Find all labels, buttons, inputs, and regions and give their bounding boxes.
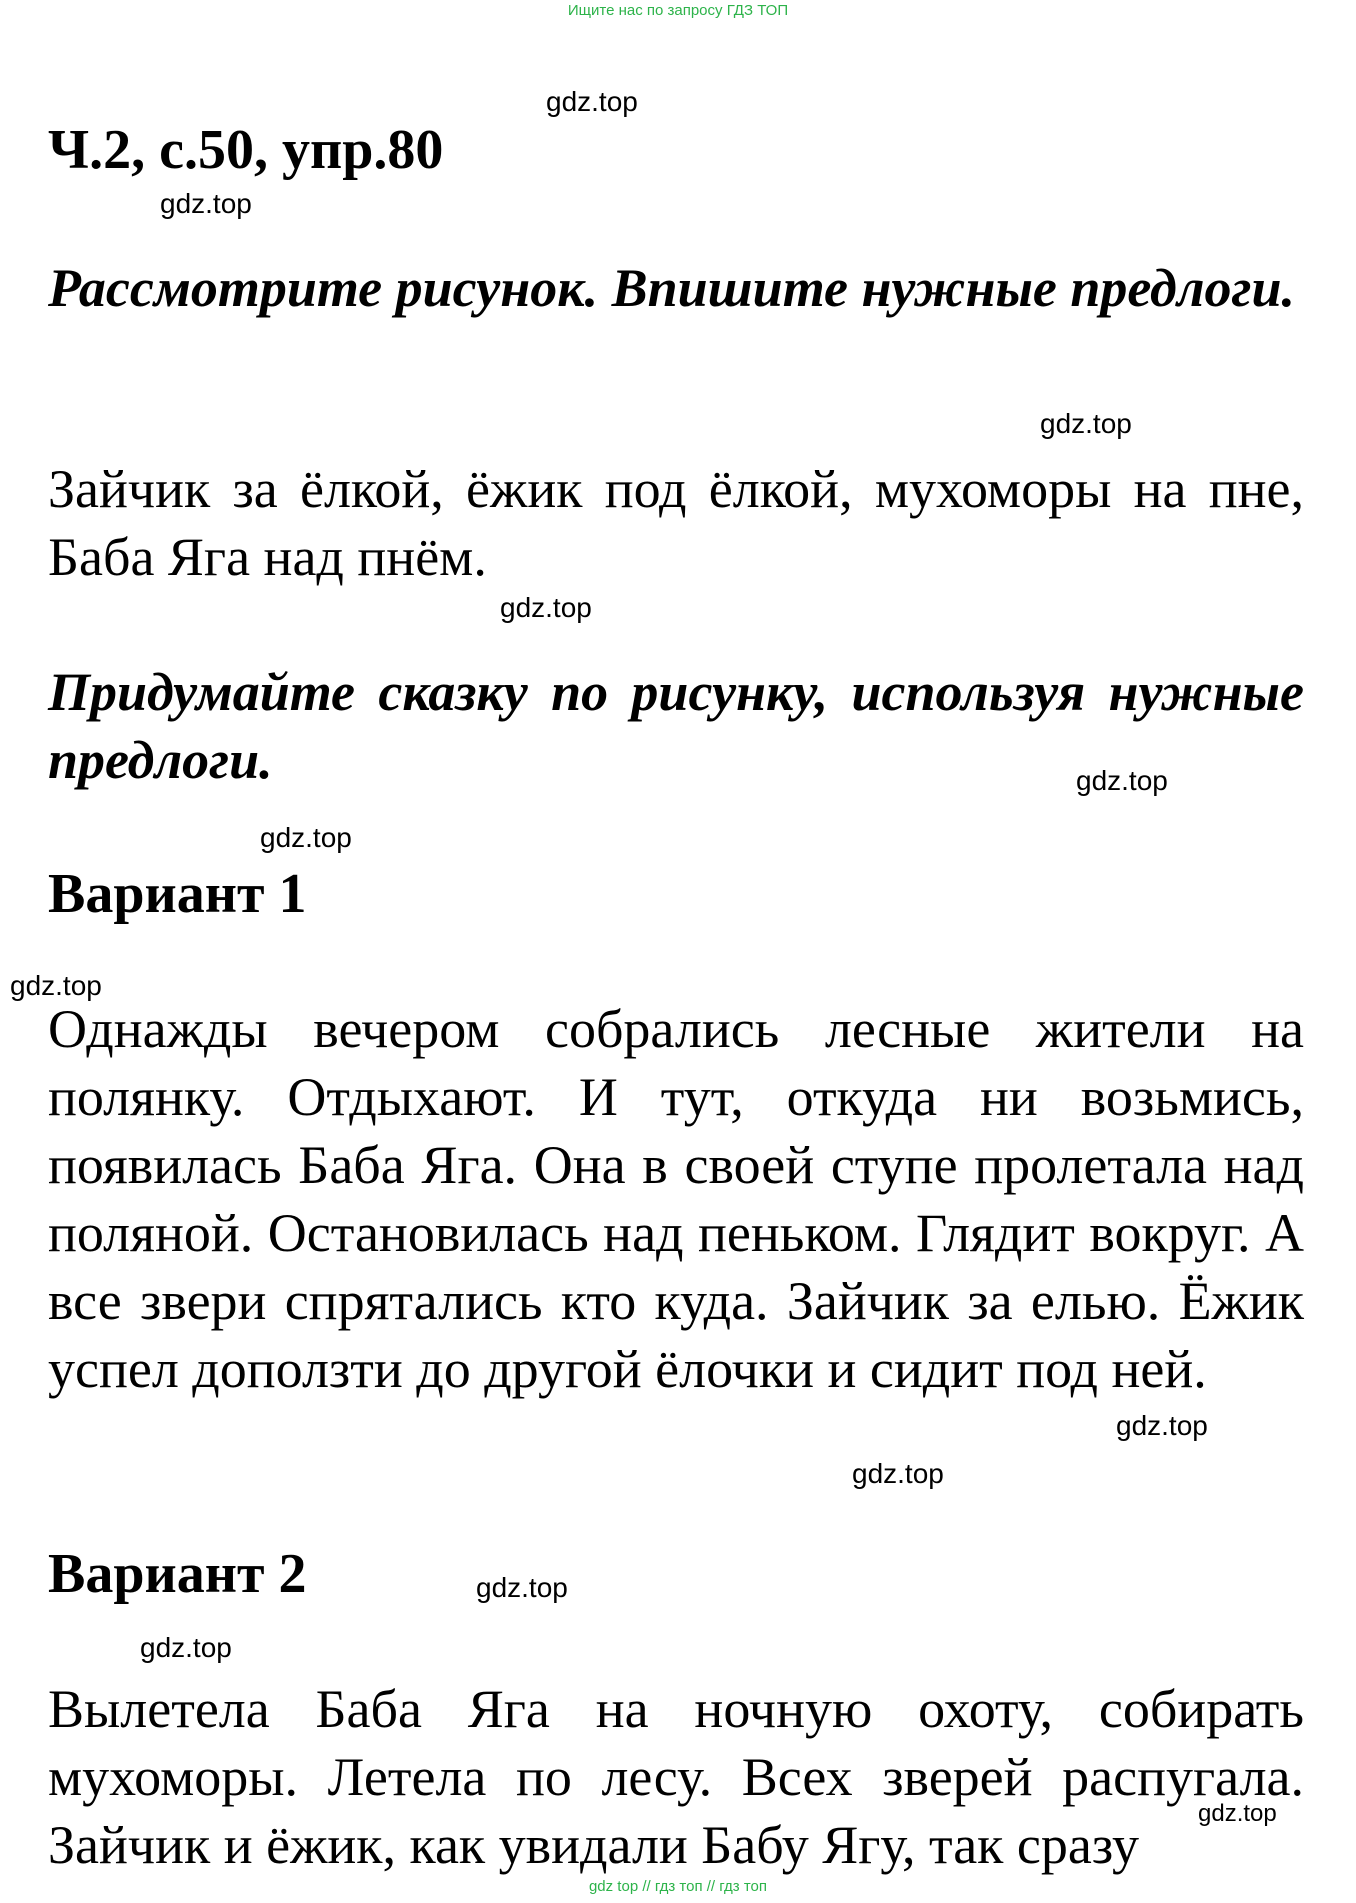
top-banner: Ищите нас по запросу ГДЗ ТОП <box>567 2 789 19</box>
watermark: gdz.top <box>1040 408 1132 439</box>
watermark: gdz.top <box>10 970 102 1001</box>
page-title: Ч.2, с.50, упр.80 <box>48 119 444 181</box>
variant-2-text: Вылетела Баба Яга на ночную охоту, собирать мухоморы. Летела по лесу. Всех зверей распугала. Зайчик и ёжик, как увидали Бабу Ягу, так сразу <box>48 1679 1304 1875</box>
watermark: gdz.top <box>852 1458 944 1489</box>
answer-1: Зайчик за ёлкой, ёжик под ёлкой, мухоморы на пне, Баба Яга над пнём. <box>48 459 1304 587</box>
watermark: gdz.top <box>476 1572 568 1603</box>
watermark: gdz.top <box>1198 1800 1277 1827</box>
watermark: gdz.top <box>1076 765 1168 796</box>
watermark: gdz.top <box>546 86 638 117</box>
watermark: gdz.top <box>500 592 592 623</box>
watermark: gdz.top <box>260 822 352 853</box>
footer-banner: gdz top // гдз топ // гдз топ <box>588 1878 768 1895</box>
variant-1-heading: Вариант 1 <box>48 863 307 925</box>
task-instruction-1: Рассмотрите рисунок. Впишите нужные предлоги. <box>48 258 1296 318</box>
variant-1-text: Однажды вечером собрались лесные жители на полянку. Отдыхают. И тут, откуда ни возьмись, появилась Баба Яга. Она в своей ступе пролетала над поляной. Остановилась над пеньком. Глядит вокруг. А все звери спрятались кто куда. Зайчик за елью. Ёжик успел доползти до другой ёлочки и сидит под ней. <box>48 999 1304 1399</box>
watermark: gdz.top <box>1116 1410 1208 1441</box>
task-instruction-2: Придумайте сказку по рисунку, используя нужные предлоги. <box>48 662 1304 790</box>
watermark: gdz.top <box>140 1632 232 1663</box>
watermark: gdz.top <box>160 188 252 219</box>
variant-2-heading: Вариант 2 <box>48 1543 307 1605</box>
